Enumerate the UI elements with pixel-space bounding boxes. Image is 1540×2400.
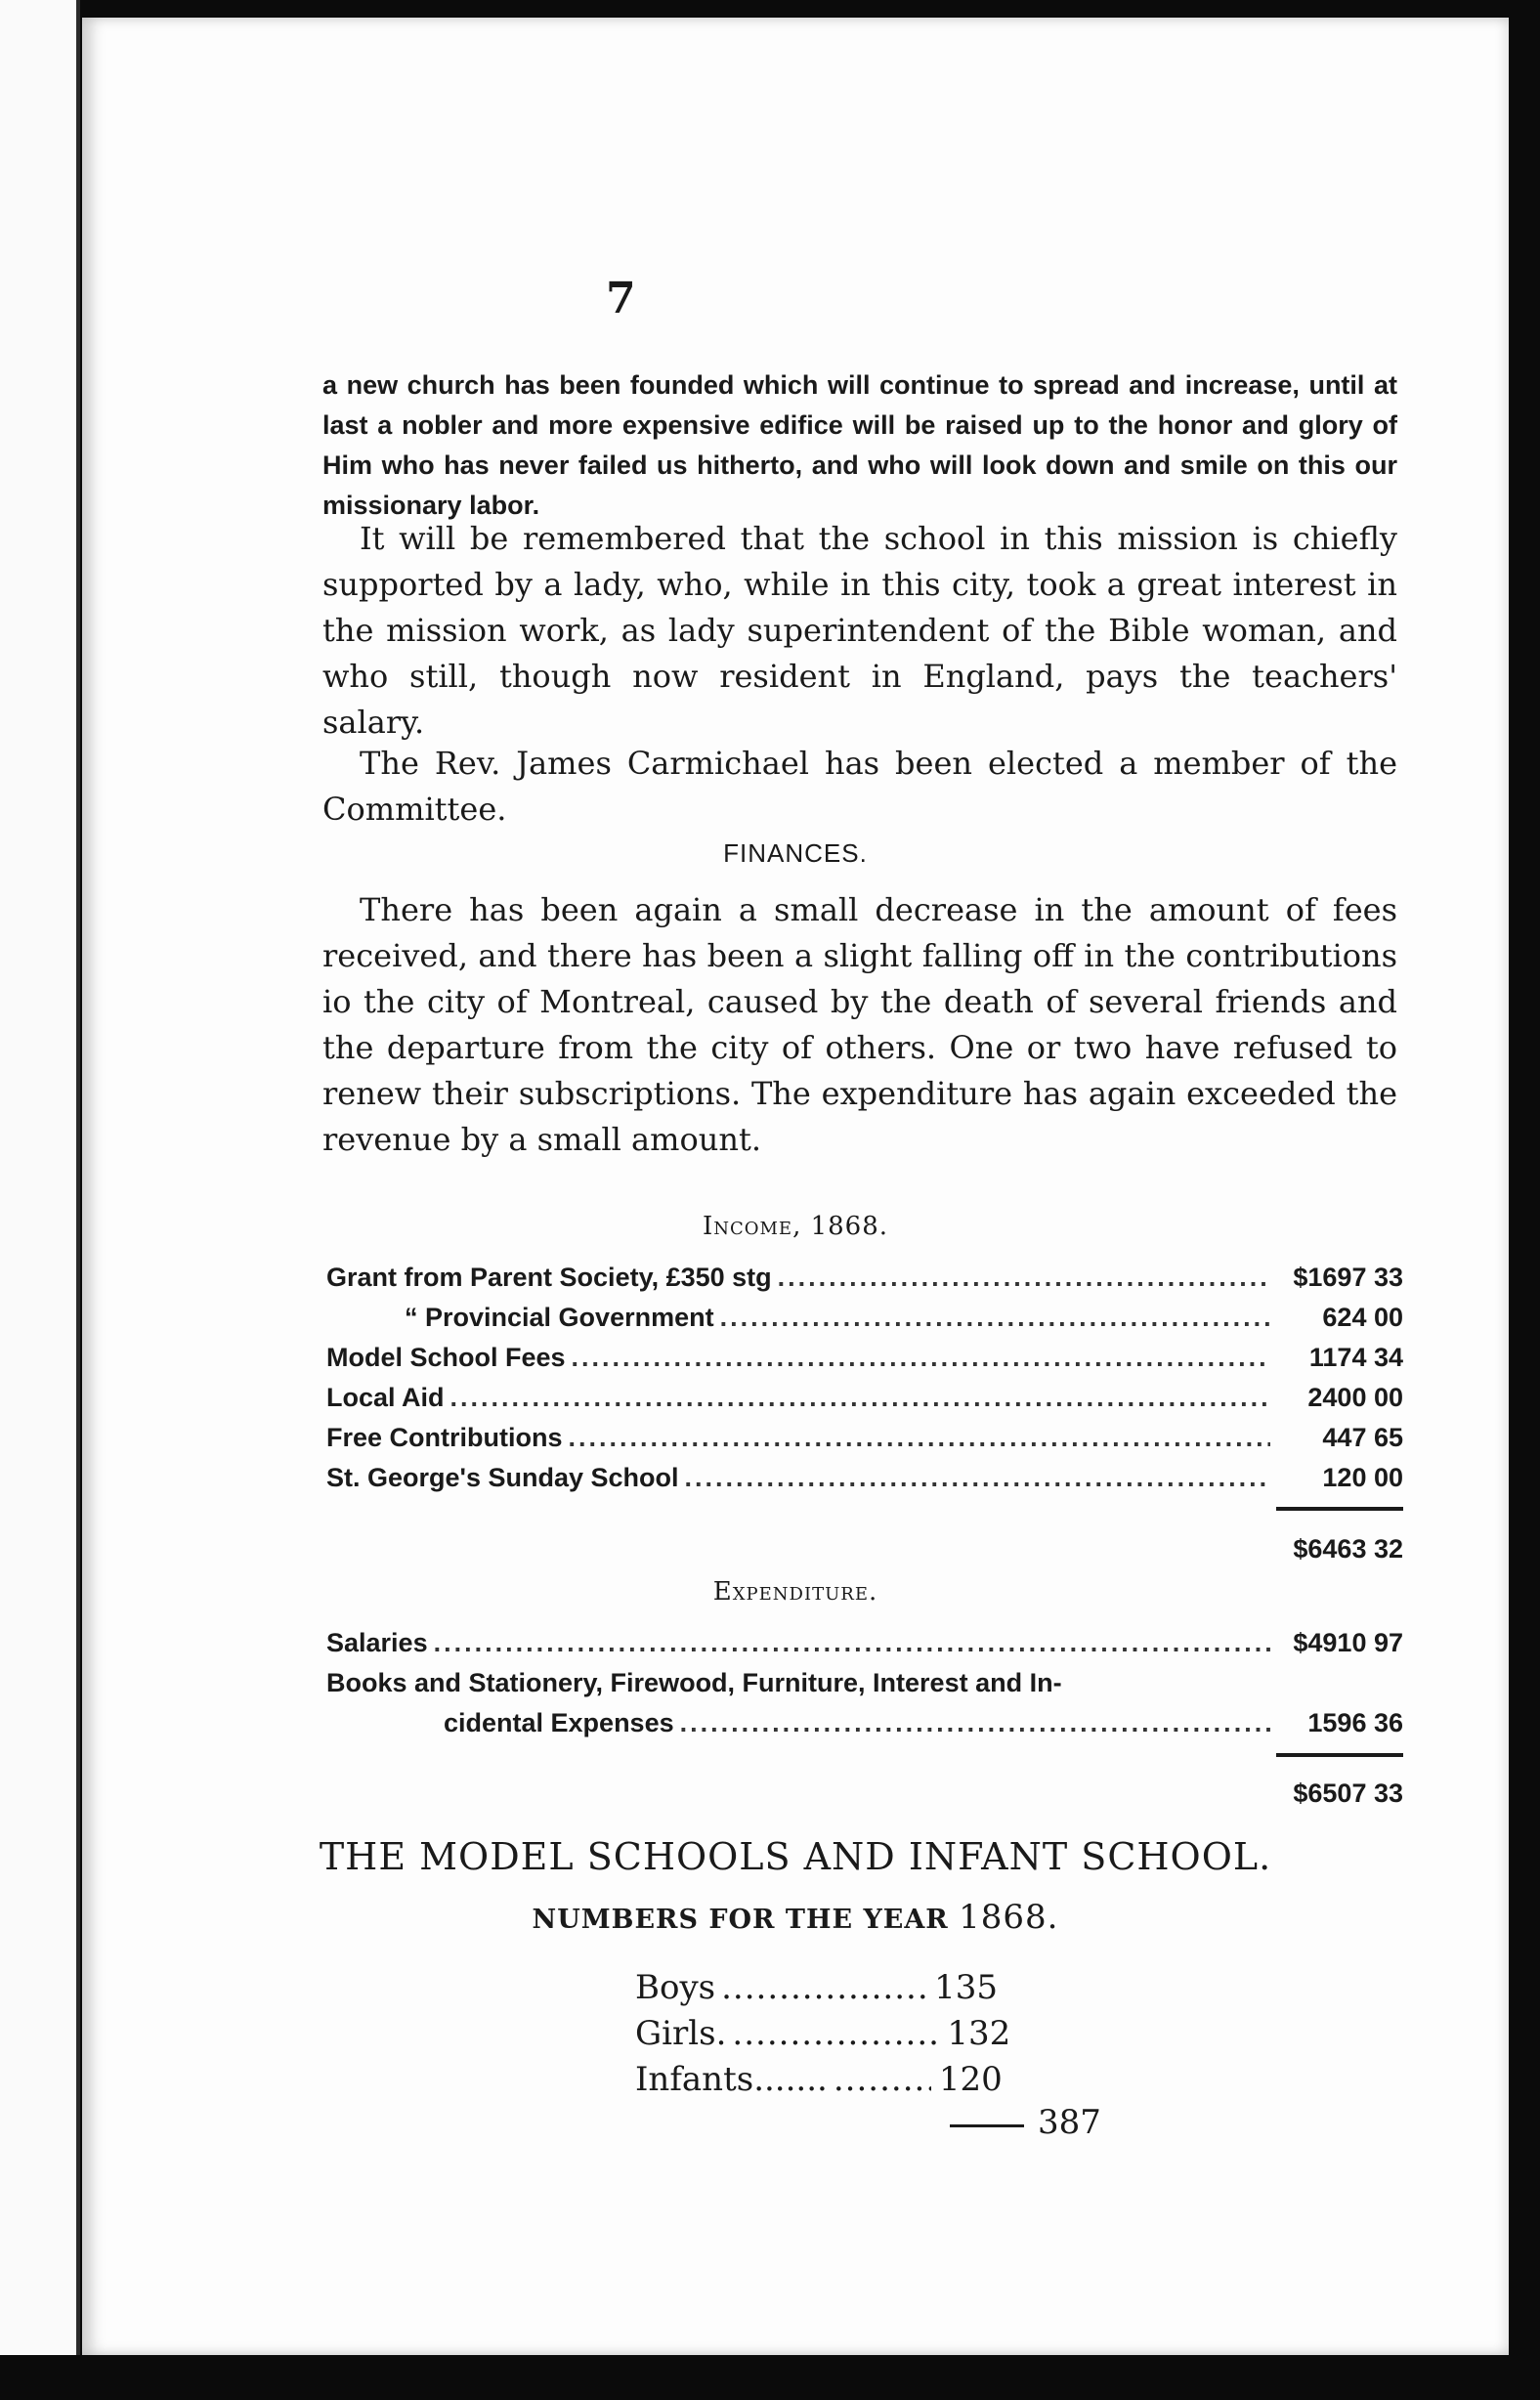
income-table [326,1263,1403,1503]
count-value: 135 [934,1968,999,2007]
income-amount: 1174 34 [1308,1343,1403,1372]
income-label: Free Contributions [326,1423,563,1452]
expenditure-amount: $4910 97 [1293,1628,1403,1657]
numbers-total: 387 [1038,2103,1101,2142]
page-number: 7 [606,274,636,323]
income-label: Local Aid [326,1383,445,1412]
expenditure-label: cidental Expenses [444,1708,674,1737]
numbers-table [635,1968,1124,2106]
income-total-rule [1276,1507,1403,1511]
income-row [326,1303,1403,1343]
income-amount: $1697 33 [1293,1263,1403,1292]
expenditure-heading: Expenditure. [712,1577,878,1607]
expenditure-row [326,1668,1403,1708]
document-page [82,18,1509,2355]
income-amount: 624 00 [1322,1303,1403,1332]
count-label: Girls. [635,2014,727,2053]
numbers-heading-year: 1868. [959,1898,1059,1937]
expenditure-total: $6507 33 [1293,1779,1403,1808]
expenditure-row [326,1708,1403,1748]
income-total: $6463 32 [1293,1534,1403,1564]
adjacent-page-edge [0,0,80,2355]
income-row [326,1343,1403,1383]
count-row [635,1968,1124,2014]
count-row [635,2060,1124,2106]
income-row [326,1463,1403,1503]
income-amount: 447 65 [1322,1423,1403,1452]
paragraph-finances: There has been again a small decrease in the amount of fees received, and there has been a slight falling off in the contributions io the city of Montreal, caused by the death of several friends and the departure from the city of others. One or two have refused to renew their subscriptions. The expenditure has again exceeded the revenue by a small amount. [322,891,1397,1158]
income-label: St. George's Sunday School [326,1463,679,1492]
expenditure-amount: 1596 36 [1307,1708,1403,1737]
income-label: Model School Fees [326,1343,566,1372]
paragraph-church: a new church has been founded which will continue to spread and increase, until at last a nobler and more expensive edifice will be raised up to the honor and glory of Him who has never failed us hitherto, and who will look down and smile on this our missionary labor. [322,370,1397,520]
finances-heading: FINANCES. [723,838,868,868]
income-label: “ Provincial Government [405,1303,714,1332]
income-amount: 120 00 [1322,1463,1403,1492]
leader-dots [450,1383,1270,1413]
expenditure-table [326,1628,1403,1748]
count-label: Boys [635,1968,716,2007]
income-row [326,1423,1403,1463]
leader-dots [434,1628,1270,1658]
count-value: 120 [938,2060,1003,2099]
leader-dots [732,2014,939,2053]
expenditure-label: Books and Stationery, Firewood, Furniture, Interest and In- [326,1668,1062,1697]
count-label: Infants....... [635,2060,828,2099]
leader-dots [834,2060,931,2099]
income-label: Grant from Parent Society, £350 stg [326,1263,772,1292]
expenditure-total-rule [1276,1753,1403,1757]
leader-dots [569,1423,1271,1453]
paragraph-committee: The Rev. James Carmichael has been elected a member of the Committee. [322,745,1397,828]
numbers-heading [82,1898,1509,1937]
numbers-heading-text: NUMBERS FOR THE YEAR [532,1905,949,1935]
numbers-total-rule [950,2124,1024,2127]
count-row [635,2014,1124,2060]
income-heading: Income, 1868. [702,1212,889,1241]
count-value: 132 [947,2014,1011,2053]
leader-dots [680,1708,1270,1738]
income-row [326,1383,1403,1423]
leader-dots [572,1343,1270,1373]
expenditure-label: Salaries [326,1628,428,1657]
leader-dots [720,1303,1270,1333]
income-amount: 2400 00 [1307,1383,1403,1412]
leader-dots [721,1968,926,2007]
leader-dots [778,1263,1270,1293]
income-row [326,1263,1403,1303]
model-schools-title: THE MODEL SCHOOLS AND INFANT SCHOOL. [319,1835,1272,1878]
expenditure-row [326,1628,1403,1668]
paragraph-school: It will be remembered that the school in this mission is chiefly supported by a lady, who, while in this city, took a great interest in the mission work, as lady superintendent of the Bible woman, and who still, though now resident in England, pays the teachers' salary. [322,520,1397,741]
leader-dots [685,1463,1271,1493]
